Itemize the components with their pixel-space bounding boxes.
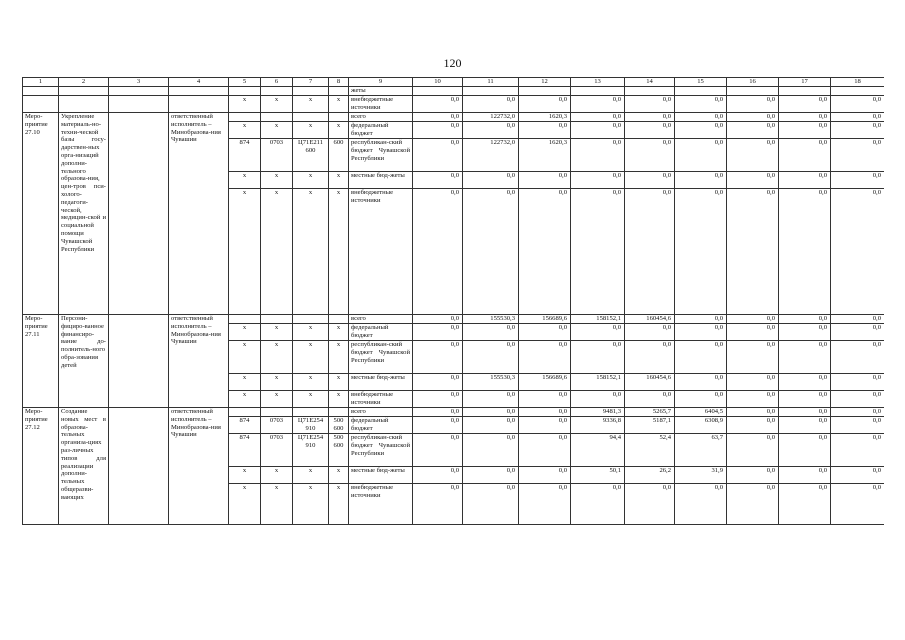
table-cell: 0,0 — [625, 484, 675, 525]
table-cell: 0,0 — [675, 324, 727, 341]
table-cell: 0,0 — [413, 172, 463, 189]
table-cell: 0,0 — [413, 434, 463, 467]
table-cell: 0,0 — [519, 417, 571, 434]
table-cell: 9336,8 — [571, 417, 625, 434]
table-cell: 500 600 — [329, 417, 349, 434]
responsible-executor: ответственный исполнитель – Минобразова-ния Чувашии — [169, 315, 229, 408]
table-row — [23, 96, 885, 113]
table-cell: 26,2 — [625, 467, 675, 484]
table-cell: 0,0 — [625, 113, 675, 122]
table-cell: 0,0 — [831, 315, 885, 324]
table-cell — [169, 96, 229, 113]
table-cell: 874 — [229, 434, 261, 467]
table-cell: 0,0 — [625, 96, 675, 113]
funding-source: республикан-ский бюджет Чувашской Республики — [349, 341, 413, 374]
table-cell: 0,0 — [463, 189, 519, 315]
table-cell: 0,0 — [463, 341, 519, 374]
table-cell: 0703 — [261, 139, 293, 172]
table-cell: 0,0 — [519, 324, 571, 341]
table-cell — [169, 87, 229, 96]
table-cell — [109, 315, 169, 408]
table-cell: 63,7 — [675, 434, 727, 467]
table-cell: x — [229, 189, 261, 315]
table-cell — [329, 408, 349, 417]
table-cell: 0,0 — [727, 408, 779, 417]
table-cell: 158152,1 — [571, 315, 625, 324]
table-cell: 0,0 — [413, 341, 463, 374]
column-number: 6 — [261, 78, 293, 87]
table-cell: x — [329, 374, 349, 391]
table-cell: 0,0 — [571, 122, 625, 139]
table-cell: x — [293, 189, 329, 315]
table-cell: 0,0 — [727, 139, 779, 172]
table-cell: 0,0 — [675, 189, 727, 315]
budget-table — [22, 77, 884, 525]
table-cell — [831, 87, 885, 96]
table-cell: 1620,3 — [519, 139, 571, 172]
table-cell: 0,0 — [831, 408, 885, 417]
column-number: 18 — [831, 78, 885, 87]
budget-table-container — [22, 77, 884, 583]
table-cell: x — [293, 324, 329, 341]
table-cell: x — [261, 324, 293, 341]
table-cell: 155530,3 — [463, 374, 519, 391]
table-cell: x — [329, 484, 349, 525]
table-cell — [293, 315, 329, 324]
funding-source: всего — [349, 315, 413, 324]
table-cell — [229, 408, 261, 417]
table-cell: 0,0 — [571, 139, 625, 172]
table-cell — [625, 87, 675, 96]
table-cell: 6404,5 — [675, 408, 727, 417]
table-row — [23, 315, 885, 324]
table-cell: 500 600 — [329, 434, 349, 467]
activity-id: Меро-приятие 27.10 — [23, 113, 59, 315]
column-number: 11 — [463, 78, 519, 87]
table-cell: 0,0 — [675, 391, 727, 408]
table-cell: 0,0 — [779, 113, 831, 122]
column-number: 17 — [779, 78, 831, 87]
table-cell: 0,0 — [463, 172, 519, 189]
table-cell: x — [293, 96, 329, 113]
table-cell: 0,0 — [779, 374, 831, 391]
table-cell: 0,0 — [413, 189, 463, 315]
table-cell: 0,0 — [779, 341, 831, 374]
funding-source: внебюджетные источники — [349, 484, 413, 525]
table-cell: 156689,6 — [519, 315, 571, 324]
table-cell: 0,0 — [571, 172, 625, 189]
table-cell — [261, 113, 293, 122]
table-cell: x — [329, 341, 349, 374]
table-cell: 0,0 — [463, 484, 519, 525]
table-cell: 0,0 — [519, 484, 571, 525]
table-cell — [109, 87, 169, 96]
table-cell: 0,0 — [831, 172, 885, 189]
table-cell: x — [229, 96, 261, 113]
table-cell: 0,0 — [463, 434, 519, 467]
responsible-executor: ответственный исполнитель – Минобразова-ния Чувашии — [169, 113, 229, 315]
table-cell: 0,0 — [625, 341, 675, 374]
table-cell — [463, 87, 519, 96]
column-number: 10 — [413, 78, 463, 87]
table-row — [23, 408, 885, 417]
table-cell: x — [261, 122, 293, 139]
table-cell: 0,0 — [831, 434, 885, 467]
table-cell: x — [261, 374, 293, 391]
table-cell — [59, 87, 109, 96]
table-cell: 0,0 — [413, 324, 463, 341]
activity-name: Персони-фициро-ванное финансиро-вание до-полнитель-ного обра-зования детей — [59, 315, 109, 408]
column-number: 15 — [675, 78, 727, 87]
table-cell: 0703 — [261, 434, 293, 467]
table-cell: Ц71Е254 910 — [293, 417, 329, 434]
table-cell: 0,0 — [831, 139, 885, 172]
table-cell: 0,0 — [413, 484, 463, 525]
column-number: 1 — [23, 78, 59, 87]
table-cell: 0,0 — [675, 315, 727, 324]
table-cell: 9481,3 — [571, 408, 625, 417]
table-cell — [109, 408, 169, 525]
table-cell: 0,0 — [625, 324, 675, 341]
table-cell — [261, 315, 293, 324]
table-cell: 0,0 — [413, 122, 463, 139]
table-cell: 0,0 — [675, 172, 727, 189]
table-cell: 0,0 — [675, 484, 727, 525]
table-cell — [727, 87, 779, 96]
column-number: 12 — [519, 78, 571, 87]
column-number-row — [23, 78, 885, 87]
table-cell: x — [293, 467, 329, 484]
table-cell: 0,0 — [463, 417, 519, 434]
table-cell: 0,0 — [727, 324, 779, 341]
table-cell: x — [261, 172, 293, 189]
table-cell: 0,0 — [463, 408, 519, 417]
table-cell — [23, 96, 59, 113]
table-cell — [779, 87, 831, 96]
table-cell: 0,0 — [463, 122, 519, 139]
activity-name: Укрепление материаль-но-техни-ческой базы госу-дарствен-ных орга-низаций дополни-тельного образова-ния, цен-тров пси-холого-педагоги-ческой, медицин-ской и социальной помощи Чувашской Республики — [59, 113, 109, 315]
table-cell: 0,0 — [675, 341, 727, 374]
table-cell: 0,0 — [779, 467, 831, 484]
continuation-row — [23, 87, 885, 96]
table-cell: 0,0 — [413, 391, 463, 408]
table-cell — [329, 113, 349, 122]
table-cell: 31,9 — [675, 467, 727, 484]
funding-source: федеральный бюджет — [349, 324, 413, 341]
table-cell: x — [229, 122, 261, 139]
table-cell — [329, 315, 349, 324]
funding-source: местные бюд-жеты — [349, 374, 413, 391]
table-cell: 94,4 — [571, 434, 625, 467]
table-cell: 0,0 — [519, 189, 571, 315]
table-cell: x — [229, 391, 261, 408]
funding-source: внебюджетные источники — [349, 189, 413, 315]
column-number: 16 — [727, 78, 779, 87]
activity-name: Создание новых мест в образова-тельных организа-циях раз-личных типов для реализации дополни-тельных общеразви-вающих — [59, 408, 109, 525]
table-cell: x — [329, 172, 349, 189]
table-cell: 0,0 — [779, 408, 831, 417]
funding-source: республикан-ский бюджет Чувашской Республики — [349, 434, 413, 467]
activity-id: Меро-приятие 27.12 — [23, 408, 59, 525]
table-cell: x — [329, 324, 349, 341]
table-cell: x — [229, 172, 261, 189]
table-cell: 0,0 — [625, 139, 675, 172]
table-cell: x — [229, 341, 261, 374]
table-cell: 0,0 — [519, 172, 571, 189]
column-number: 13 — [571, 78, 625, 87]
table-cell: 0,0 — [463, 96, 519, 113]
table-cell: x — [293, 122, 329, 139]
table-cell: 0,0 — [413, 417, 463, 434]
table-cell: 0,0 — [675, 113, 727, 122]
funding-source: местные бюд-жеты — [349, 172, 413, 189]
table-cell: x — [329, 122, 349, 139]
table-cell: 0,0 — [779, 391, 831, 408]
table-cell: 122732,0 — [463, 139, 519, 172]
table-cell: 0703 — [261, 417, 293, 434]
table-cell: 156689,6 — [519, 374, 571, 391]
table-cell: 0,0 — [779, 484, 831, 525]
table-cell: 160454,6 — [625, 315, 675, 324]
table-cell: 0,0 — [727, 434, 779, 467]
table-cell: 1620,3 — [519, 113, 571, 122]
table-cell — [571, 87, 625, 96]
table-cell — [519, 87, 571, 96]
table-cell: 0,0 — [571, 324, 625, 341]
table-cell — [293, 87, 329, 96]
table-cell: жеты — [349, 87, 413, 96]
table-cell: x — [229, 324, 261, 341]
table-cell: 0,0 — [831, 417, 885, 434]
table-cell: 0,0 — [727, 341, 779, 374]
table-cell: 0,0 — [779, 189, 831, 315]
table-cell — [59, 96, 109, 113]
column-number: 2 — [59, 78, 109, 87]
table-cell: 0,0 — [519, 467, 571, 484]
table-cell: 874 — [229, 417, 261, 434]
funding-source: всего — [349, 408, 413, 417]
table-cell — [329, 87, 349, 96]
table-cell: 0,0 — [571, 189, 625, 315]
table-cell — [23, 87, 59, 96]
table-cell: 0,0 — [463, 391, 519, 408]
table-cell — [229, 315, 261, 324]
table-cell: x — [229, 374, 261, 391]
table-cell: x — [293, 391, 329, 408]
table-cell: 0,0 — [727, 96, 779, 113]
table-cell: 0,0 — [831, 113, 885, 122]
table-cell: 600 — [329, 139, 349, 172]
table-cell — [293, 113, 329, 122]
table-cell: Ц71Е254 910 — [293, 434, 329, 467]
funding-source: внебюджетные источники — [349, 96, 413, 113]
funding-source: республикан-ский бюджет Чувашской Республики — [349, 139, 413, 172]
table-cell: x — [293, 172, 329, 189]
table-cell: x — [329, 189, 349, 315]
table-cell: 0,0 — [779, 122, 831, 139]
table-cell: 0,0 — [463, 324, 519, 341]
table-cell: Ц71Е211 600 — [293, 139, 329, 172]
table-cell: 0,0 — [413, 113, 463, 122]
table-cell: 6308,9 — [675, 417, 727, 434]
table-cell: 0,0 — [727, 172, 779, 189]
table-cell: 0,0 — [413, 315, 463, 324]
table-cell: 0,0 — [625, 391, 675, 408]
table-cell: 0,0 — [519, 341, 571, 374]
table-cell: 0,0 — [519, 408, 571, 417]
table-cell: 0,0 — [463, 467, 519, 484]
funding-source: местные бюд-жеты — [349, 467, 413, 484]
table-cell: 0,0 — [779, 315, 831, 324]
table-cell: 5265,7 — [625, 408, 675, 417]
table-cell — [229, 113, 261, 122]
table-cell: x — [261, 189, 293, 315]
table-cell: 0,0 — [779, 417, 831, 434]
table-cell: 0,0 — [779, 139, 831, 172]
table-cell: 0,0 — [625, 189, 675, 315]
table-cell: 5187,1 — [625, 417, 675, 434]
table-cell — [109, 96, 169, 113]
table-cell — [261, 408, 293, 417]
table-cell: 874 — [229, 139, 261, 172]
table-cell: 0,0 — [519, 122, 571, 139]
table-cell: 0,0 — [727, 189, 779, 315]
table-cell: 0,0 — [413, 139, 463, 172]
table-cell: x — [293, 341, 329, 374]
table-cell: 0,0 — [779, 172, 831, 189]
table-cell: 0,0 — [727, 122, 779, 139]
table-cell: 0,0 — [571, 341, 625, 374]
table-cell: 0,0 — [779, 434, 831, 467]
table-cell: 0,0 — [625, 172, 675, 189]
table-cell: 0,0 — [831, 189, 885, 315]
table-cell: 0,0 — [413, 408, 463, 417]
table-cell: x — [261, 341, 293, 374]
table-cell: 0,0 — [831, 391, 885, 408]
table-cell — [229, 87, 261, 96]
table-cell: 0,0 — [727, 467, 779, 484]
table-cell: 0,0 — [519, 391, 571, 408]
column-number: 7 — [293, 78, 329, 87]
table-cell: 0,0 — [831, 324, 885, 341]
table-cell: x — [229, 467, 261, 484]
table-cell: x — [261, 484, 293, 525]
table-cell: 0,0 — [727, 484, 779, 525]
table-cell: 0,0 — [831, 122, 885, 139]
table-cell: 50,1 — [571, 467, 625, 484]
table-cell: x — [261, 96, 293, 113]
funding-source: федеральный бюджет — [349, 417, 413, 434]
table-cell: x — [229, 484, 261, 525]
table-cell: x — [329, 96, 349, 113]
column-number: 8 — [329, 78, 349, 87]
table-cell: 0,0 — [831, 96, 885, 113]
table-cell: x — [293, 374, 329, 391]
table-cell: x — [261, 467, 293, 484]
table-cell — [293, 408, 329, 417]
table-cell: x — [261, 391, 293, 408]
table-cell — [675, 87, 727, 96]
table-cell: x — [293, 484, 329, 525]
table-cell — [261, 87, 293, 96]
funding-source: внебюджетные источники — [349, 391, 413, 408]
table-cell: 122732,0 — [463, 113, 519, 122]
table-cell: 0,0 — [675, 96, 727, 113]
table-cell: 155530,3 — [463, 315, 519, 324]
table-cell: 0,0 — [675, 122, 727, 139]
table-cell: 0,0 — [519, 434, 571, 467]
table-cell: 0,0 — [519, 96, 571, 113]
column-number: 3 — [109, 78, 169, 87]
activity-id: Меро-приятие 27.11 — [23, 315, 59, 408]
table-cell: 52,4 — [625, 434, 675, 467]
table-cell: 0,0 — [779, 324, 831, 341]
table-row — [23, 113, 885, 122]
table-cell: 0,0 — [727, 315, 779, 324]
table-cell: 0,0 — [571, 113, 625, 122]
table-cell: 0,0 — [831, 341, 885, 374]
column-number: 4 — [169, 78, 229, 87]
page-number: 120 — [443, 56, 462, 70]
table-cell: 0,0 — [727, 417, 779, 434]
responsible-executor: ответственный исполнитель – Минобразова-ния Чувашии — [169, 408, 229, 525]
table-cell: 0,0 — [571, 391, 625, 408]
table-cell: 158152,1 — [571, 374, 625, 391]
funding-source: федеральный бюджет — [349, 122, 413, 139]
table-cell: 0,0 — [727, 391, 779, 408]
table-cell: 160454,6 — [625, 374, 675, 391]
table-cell: 0,0 — [413, 374, 463, 391]
table-cell: 0,0 — [831, 467, 885, 484]
column-number: 9 — [349, 78, 413, 87]
table-cell: 0,0 — [413, 96, 463, 113]
column-number: 5 — [229, 78, 261, 87]
column-number: 14 — [625, 78, 675, 87]
table-cell: 0,0 — [727, 113, 779, 122]
table-cell: 0,0 — [831, 374, 885, 391]
funding-source: всего — [349, 113, 413, 122]
table-cell: 0,0 — [571, 484, 625, 525]
table-cell: 0,0 — [571, 96, 625, 113]
table-cell: 0,0 — [727, 374, 779, 391]
table-cell — [413, 87, 463, 96]
table-cell: 0,0 — [675, 139, 727, 172]
table-cell: 0,0 — [831, 484, 885, 525]
table-cell: 0,0 — [779, 96, 831, 113]
table-cell — [109, 113, 169, 315]
table-cell: 0,0 — [625, 122, 675, 139]
table-cell: 0,0 — [413, 467, 463, 484]
table-cell: x — [329, 391, 349, 408]
table-cell: 0,0 — [675, 374, 727, 391]
table-cell: x — [329, 467, 349, 484]
